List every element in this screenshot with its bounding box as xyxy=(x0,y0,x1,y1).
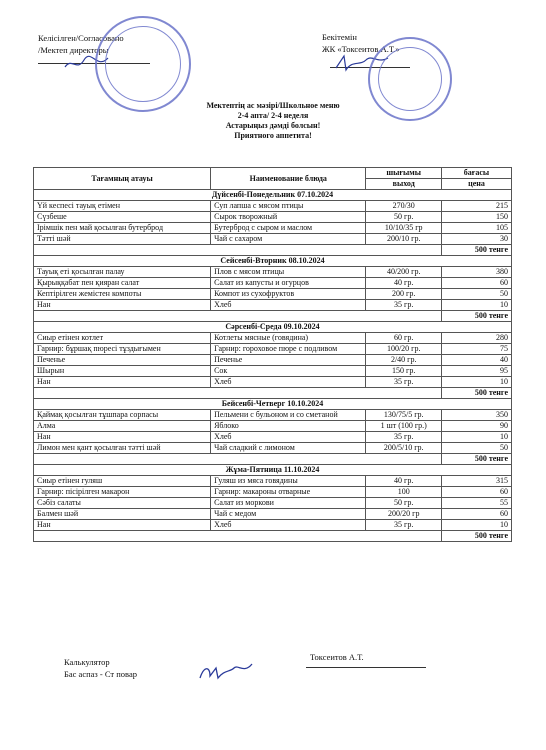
dish-price: 95 xyxy=(441,366,511,377)
dish-yield: 100 xyxy=(366,487,442,498)
total-spacer xyxy=(34,454,442,465)
dish-yield: 10/10/35 гр xyxy=(366,223,442,234)
menu-title xyxy=(110,101,436,141)
dish-ru-name: Хлеб xyxy=(211,300,366,311)
dish-ru-name: Хлеб xyxy=(211,520,366,531)
footer-signer: Токсеитов А.Т. xyxy=(310,652,364,662)
dish-price: 60 xyxy=(441,278,511,289)
day-total-row xyxy=(34,388,512,399)
dish-yield: 130/75/5 гр. xyxy=(366,410,442,421)
approved-label: Бекітемін xyxy=(322,32,357,42)
total-spacer xyxy=(34,245,442,256)
school-seal-stamp xyxy=(95,16,191,112)
day-header-row xyxy=(34,322,512,333)
dish-price: 55 xyxy=(441,498,511,509)
header-yield-ru: выход xyxy=(366,179,442,190)
dish-ru-name: Салат из моркови xyxy=(211,498,366,509)
day-total-row xyxy=(34,531,512,542)
day-title: Бейсенбі-Четверг 10.10.2024 xyxy=(34,399,512,410)
dish-ru-name: Компот из сухофруктов xyxy=(211,289,366,300)
dish-yield: 270/30 xyxy=(366,201,442,212)
dish-kz-name: Сәбіз салаты xyxy=(34,498,211,509)
dish-yield: 35 гр. xyxy=(366,377,442,388)
agreed-label: Келісілген/Согласовано xyxy=(38,33,124,43)
dish-kz-name: Гарнир: бұршақ пюресі тұздығымен xyxy=(34,344,211,355)
dish-price: 10 xyxy=(441,520,511,531)
total-spacer xyxy=(34,388,442,399)
table-row xyxy=(34,432,512,443)
table-row xyxy=(34,278,512,289)
dish-ru-name: Печенье xyxy=(211,355,366,366)
total-spacer xyxy=(34,531,442,542)
day-total: 500 тенге xyxy=(441,531,511,542)
day-total: 500 тенге xyxy=(441,454,511,465)
director-label: /Мектеп директоры xyxy=(38,45,109,55)
table-row xyxy=(34,355,512,366)
dish-kz-name: Гарнир: пісірілген макарон xyxy=(34,487,211,498)
table-row xyxy=(34,234,512,245)
dish-price: 40 xyxy=(441,355,511,366)
dish-kz-name: Нан xyxy=(34,432,211,443)
dish-yield: 200/5/10 гр. xyxy=(366,443,442,454)
footer-roles xyxy=(64,656,137,680)
dish-ru-name: Гарнир: макароны отварные xyxy=(211,487,366,498)
header-kz-name: Тағамның атауы xyxy=(34,168,211,190)
day-total: 500 тенге xyxy=(441,311,511,322)
table-row xyxy=(34,289,512,300)
title-line-2: 2-4 апта/ 2-4 неделя xyxy=(237,111,309,120)
dish-kz-name: Шырын xyxy=(34,366,211,377)
dish-price: 90 xyxy=(441,421,511,432)
dish-price: 350 xyxy=(441,410,511,421)
day-title: Сәрсенбі-Среда 09.10.2024 xyxy=(34,322,512,333)
dish-kz-name: Кептірілген жемістен компоты xyxy=(34,289,211,300)
header-row xyxy=(34,168,512,179)
dish-ru-name: Чай сладкий с лимоном xyxy=(211,443,366,454)
dish-price: 50 xyxy=(441,289,511,300)
dish-price: 315 xyxy=(441,476,511,487)
dish-kz-name: Нан xyxy=(34,300,211,311)
dish-ru-name: Бутерброд с сыром и маслом xyxy=(211,223,366,234)
chef-label: Бас аспаз - Ст повар xyxy=(64,669,137,679)
table-row xyxy=(34,410,512,421)
header-price-kz: бағасы xyxy=(441,168,511,179)
dish-kz-name: Сүзбеше xyxy=(34,212,211,223)
dish-price: 30 xyxy=(441,234,511,245)
dish-price: 75 xyxy=(441,344,511,355)
dish-kz-name: Балмен шәй xyxy=(34,509,211,520)
title-line-4: Приятного аппетита! xyxy=(234,131,312,140)
day-header-row xyxy=(34,256,512,267)
dish-yield: 35 гр. xyxy=(366,520,442,531)
dish-price: 10 xyxy=(441,432,511,443)
dish-yield: 35 гр. xyxy=(366,432,442,443)
header-price-ru: цена xyxy=(441,179,511,190)
dish-yield: 40 гр. xyxy=(366,476,442,487)
day-total-row xyxy=(34,245,512,256)
header-yield-kz: шығымы xyxy=(366,168,442,179)
table-row xyxy=(34,267,512,278)
dish-yield: 50 гр. xyxy=(366,498,442,509)
table-row xyxy=(34,487,512,498)
table-row xyxy=(34,443,512,454)
dish-kz-name: Қырыққабат пен қияран салат xyxy=(34,278,211,289)
dish-yield: 100/20 гр. xyxy=(366,344,442,355)
dish-ru-name: Суп лапша с мясом птицы xyxy=(211,201,366,212)
table-row xyxy=(34,300,512,311)
dish-ru-name: Гуляш из мяса говядины xyxy=(211,476,366,487)
dish-kz-name: Қаймақ қосылған тұшпара сорпасы xyxy=(34,410,211,421)
dish-price: 280 xyxy=(441,333,511,344)
dish-kz-name: Тәтті шәй xyxy=(34,234,211,245)
dish-yield: 2/40 гр. xyxy=(366,355,442,366)
day-total: 500 тенге xyxy=(441,245,511,256)
dish-yield: 40 гр. xyxy=(366,278,442,289)
dish-ru-name: Сырок творожный xyxy=(211,212,366,223)
day-header-row xyxy=(34,465,512,476)
dish-yield: 35 гр. xyxy=(366,300,442,311)
dish-ru-name: Хлеб xyxy=(211,432,366,443)
dish-kz-name: Алма xyxy=(34,421,211,432)
footer-signature-line xyxy=(306,667,426,668)
table-row xyxy=(34,344,512,355)
day-total-row xyxy=(34,454,512,465)
dish-ru-name: Чай с сахаром xyxy=(211,234,366,245)
dish-ru-name: Пельмени с бульоном и со сметаной xyxy=(211,410,366,421)
table-row xyxy=(34,377,512,388)
calculator-label: Калькулятор xyxy=(64,657,110,667)
day-title: Дүйсенбі-Понедельник 07.10.2024 xyxy=(34,190,512,201)
dish-price: 60 xyxy=(441,487,511,498)
dish-ru-name: Плов с мясом птицы xyxy=(211,267,366,278)
dish-kz-name: Сиыр етінен котлет xyxy=(34,333,211,344)
dish-kz-name: Лимон мен қант қосылған тәтті шәй xyxy=(34,443,211,454)
table-row xyxy=(34,366,512,377)
dish-price: 10 xyxy=(441,377,511,388)
dish-yield: 200/10 гр. xyxy=(366,234,442,245)
table-row xyxy=(34,201,512,212)
dish-kz-name: Печенье xyxy=(34,355,211,366)
day-title: Сейсенбі-Вторник 08.10.2024 xyxy=(34,256,512,267)
dish-kz-name: Үй кеспесі тауық етімен xyxy=(34,201,211,212)
dish-yield: 40/200 гр. xyxy=(366,267,442,278)
table-row xyxy=(34,212,512,223)
dish-ru-name: Котлеты мясные (говядина) xyxy=(211,333,366,344)
dish-yield: 60 гр. xyxy=(366,333,442,344)
title-line-3: Астарыңыз дәмді болсын! xyxy=(225,121,321,130)
table-row xyxy=(34,333,512,344)
dish-price: 50 xyxy=(441,443,511,454)
day-header-row xyxy=(34,399,512,410)
day-header-row xyxy=(34,190,512,201)
total-spacer xyxy=(34,311,442,322)
table-row xyxy=(34,498,512,509)
dish-price: 380 xyxy=(441,267,511,278)
table-row xyxy=(34,421,512,432)
dish-price: 10 xyxy=(441,300,511,311)
dish-kz-name: Тауық еті қосылған палау xyxy=(34,267,211,278)
chef-signature xyxy=(196,660,256,684)
dish-kz-name: Нан xyxy=(34,377,211,388)
menu-table xyxy=(33,167,512,542)
dish-price: 60 xyxy=(441,509,511,520)
day-total: 500 тенге xyxy=(441,388,511,399)
dish-yield: 200 гр. xyxy=(366,289,442,300)
dish-price: 150 xyxy=(441,212,511,223)
menu-body xyxy=(34,190,512,542)
dish-ru-name: Яблоко xyxy=(211,421,366,432)
dish-yield: 1 шт (100 гр.) xyxy=(366,421,442,432)
dish-yield: 150 гр. xyxy=(366,366,442,377)
dish-yield: 50 гр. xyxy=(366,212,442,223)
table-row xyxy=(34,476,512,487)
dish-price: 105 xyxy=(441,223,511,234)
table-row xyxy=(34,223,512,234)
day-total-row xyxy=(34,311,512,322)
dish-ru-name: Чай с медом xyxy=(211,509,366,520)
title-line-1: Мектептің ас мәзірі/Школьное меню xyxy=(206,101,340,110)
dish-ru-name: Салат из капусты и огурцов xyxy=(211,278,366,289)
table-row xyxy=(34,520,512,531)
dish-kz-name: Нан xyxy=(34,520,211,531)
dish-kz-name: Сиыр етінен гуляш xyxy=(34,476,211,487)
dish-ru-name: Хлеб xyxy=(211,377,366,388)
dish-ru-name: Сок xyxy=(211,366,366,377)
day-title: Жұма-Пятница 11.10.2024 xyxy=(34,465,512,476)
dish-price: 215 xyxy=(441,201,511,212)
dish-ru-name: Гарнир: гороховое пюре с подливом xyxy=(211,344,366,355)
entrepreneur-label: ЖК «Токсеитов А.Т.» xyxy=(322,44,400,54)
table-row xyxy=(34,509,512,520)
dish-yield: 200/20 гр xyxy=(366,509,442,520)
dish-kz-name: Ірімшік пен май қосылған бутерброд xyxy=(34,223,211,234)
header-ru-name: Наименование блюда xyxy=(211,168,366,190)
